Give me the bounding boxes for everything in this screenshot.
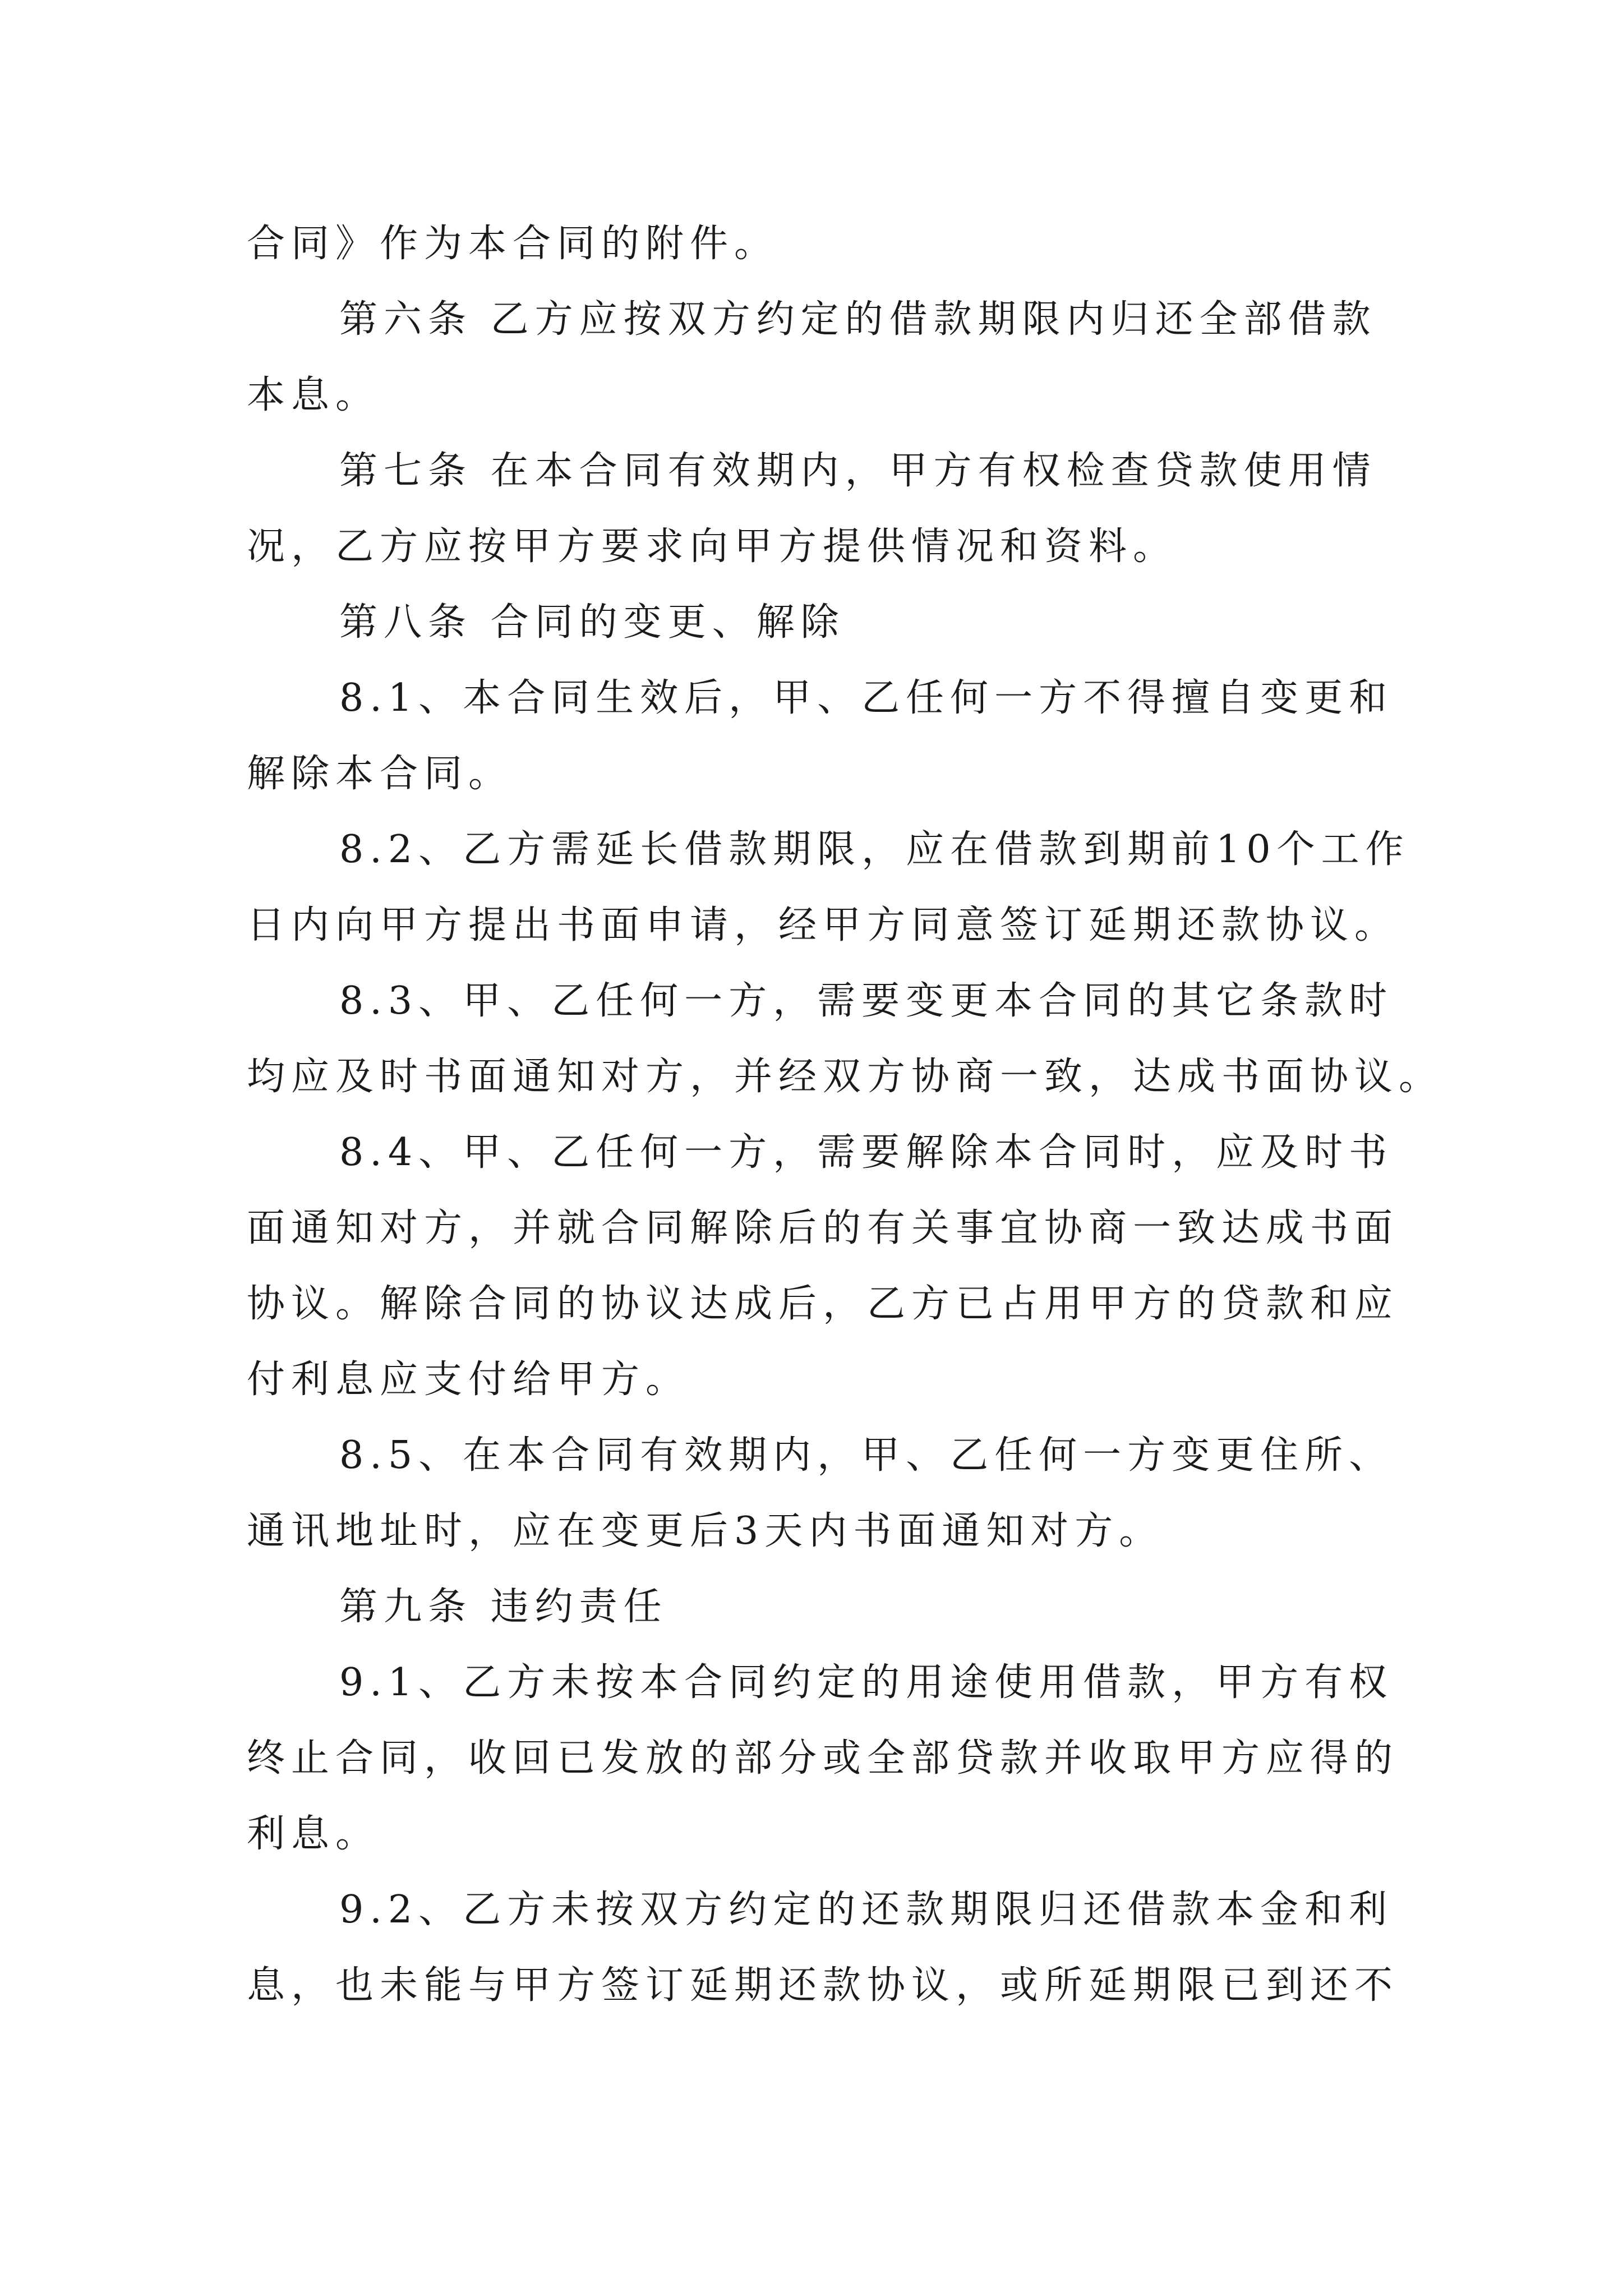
paragraph-line: 息，也未能与甲方签订延期还款协议，或所延期限已到还不 xyxy=(247,1963,1399,2008)
clause-8-3-line: 8.3、甲、乙任何一方，需要变更本合同的其它条款时 xyxy=(339,979,1394,1023)
paragraph-line: 合同》作为本合同的附件。 xyxy=(247,222,779,266)
paragraph-line: 面通知对方，并就合同解除后的有关事宜协商一致达成书面 xyxy=(247,1206,1399,1250)
article-7-line: 第七条 在本合同有效期内，甲方有权检查贷款使用情 xyxy=(339,449,1377,493)
paragraph-line: 解除本合同。 xyxy=(247,752,513,796)
paragraph-line: 日内向甲方提出书面申请，经甲方同意签订延期还款协议。 xyxy=(247,903,1399,947)
paragraph-line: 利息。 xyxy=(247,1812,380,1856)
paragraph-line: 终止合同，收回已发放的部分或全部贷款并收取甲方应得的 xyxy=(247,1736,1399,1780)
paragraph-line: 付利息应支付给甲方。 xyxy=(247,1358,690,1402)
clause-8-1-line: 8.1、本合同生效后，甲、乙任何一方不得擅自变更和 xyxy=(339,676,1394,720)
paragraph-line: 本息。 xyxy=(247,373,380,417)
article-6-line: 第六条 乙方应按双方约定的借款期限内归还全部借款 xyxy=(339,297,1377,342)
article-8-heading: 第八条 合同的变更、解除 xyxy=(339,600,845,645)
clause-9-2-line: 9.2、乙方未按双方约定的还款期限归还借款本金和利 xyxy=(339,1888,1394,1932)
clause-9-1-line: 9.1、乙方未按本合同约定的用途使用借款，甲方有权 xyxy=(339,1660,1394,1705)
article-9-heading: 第九条 违约责任 xyxy=(339,1585,668,1629)
paragraph-line: 况，乙方应按甲方要求向甲方提供情况和资料。 xyxy=(247,524,1178,569)
paragraph-line: 通讯地址时，应在变更后3天内书面通知对方。 xyxy=(247,1509,1164,1553)
paragraph-line: 均应及时书面通知对方，并经双方协商一致，达成书面协议。 xyxy=(247,1055,1444,1099)
clause-8-2-line: 8.2、乙方需延长借款期限，应在借款到期前10个工作 xyxy=(339,827,1410,872)
paragraph-line: 协议。解除合同的协议达成后，乙方已占用甲方的贷款和应 xyxy=(247,1282,1399,1326)
clause-8-5-line: 8.5、在本合同有效期内，甲、乙任何一方变更住所、 xyxy=(339,1433,1394,1478)
clause-8-4-line: 8.4、甲、乙任何一方，需要解除本合同时，应及时书 xyxy=(339,1130,1394,1175)
